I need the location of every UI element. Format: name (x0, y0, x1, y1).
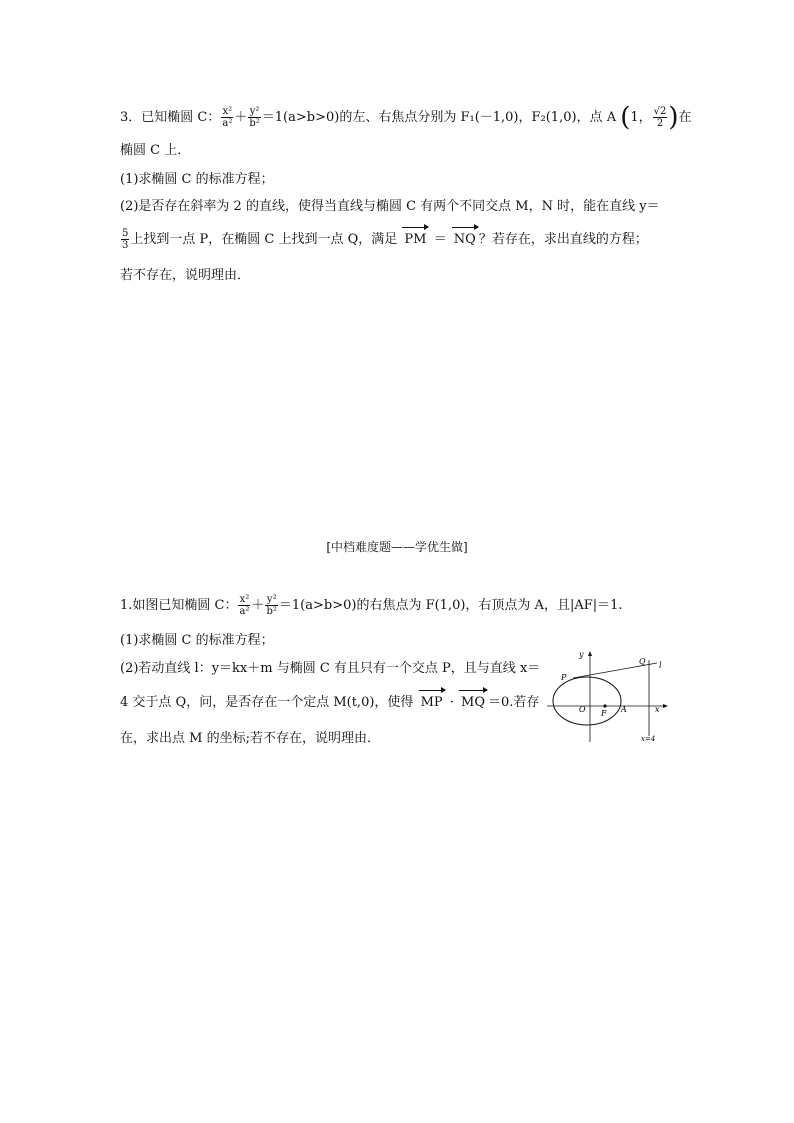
problem-number: 1.如图已知椭圆 C： (120, 598, 238, 613)
ellipse (553, 677, 621, 725)
problem3-q1: (1)求椭圆 C 的标准方程； (120, 172, 274, 187)
fraction-5-3: $\frac{5}{3}$ (122, 228, 129, 251)
section-title: [中档难度题——学优生做] (326, 540, 468, 554)
fraction-y2-b2: $\frac{\text{y²}}{\text{b²}}$ (249, 106, 260, 129)
y-axis-arrow (588, 651, 592, 656)
label-l: l (659, 661, 662, 670)
vector-nq: NQ (451, 231, 479, 249)
problem3-q2-line1: (2)是否存在斜率为 2 的直线，使得当直线与椭圆 C 有两个不同交点 M，N 时，能在直线 y＝ (120, 199, 660, 214)
problem-number: 3．已知椭圆 C： (120, 110, 221, 125)
vector-mp: MP (418, 694, 446, 712)
fraction-sqrt2-over-2: $\frac{√2}{2}$ (653, 106, 667, 129)
label-f: F (601, 709, 607, 718)
problem3-line2: 椭圆 C 上． (120, 143, 191, 158)
problem1-q2-line2: 4 交于点 Q，问，是否存在一个定点 M(t,0)，使得 MP · MQ ＝0.若存 (120, 695, 540, 710)
problem1-q2-line3: 在，求出点 M 的坐标;若不存在，说明理由． (120, 731, 380, 746)
label-x-equals-4: x=4 (641, 735, 656, 743)
ellipse-figure (545, 648, 675, 744)
fraction-y2-b2: $\frac{\text{y²}}{\text{b²}}$ (266, 594, 277, 617)
problem1-q1: (1)求椭圆 C 的标准方程； (120, 633, 274, 648)
label-q: Q (639, 657, 646, 666)
fraction-x2-a2: $\frac{\text{x²}}{\text{a²}}$ (222, 106, 233, 129)
label-a: A (621, 705, 627, 714)
focus-point (603, 704, 606, 707)
vector-pm: PM (401, 231, 429, 249)
label-x: x (655, 705, 660, 714)
problem3-q2-line3: 若不存在，说明理由． (120, 268, 251, 283)
problem3-q2-line2: $\frac{5}{3}$ 上找到一点 P，在椭圆 C 上找到一点 Q，满足 PM ＝ NQ ？若存在，求出直线的方程； (122, 228, 648, 251)
label-o: O (579, 705, 586, 714)
label-p: P (561, 673, 567, 682)
label-y: y (579, 650, 584, 659)
problem3-line1: 3．已知椭圆 C： $\frac{\text{x²}}{\text{a²}}$ ＋ $\frac{\text{y²}}{\text{b²}}$ ＝1(a>b>0)的左、右焦点分别为 F₁(－1,0)，F₂(1,0)，点 A (1， $\frac{√2}{2}$ )在 (120, 102, 692, 133)
vector-mq: MQ (458, 694, 488, 712)
x-axis-arrow (663, 704, 668, 708)
fraction-x2-a2: $\frac{\text{x²}}{\text{a²}}$ (239, 594, 250, 617)
problem1-q2-line1: (2)若动直线 l：y＝kx＋m 与椭圆 C 有且只有一个交点 P，且与直线 x＝ (120, 661, 541, 676)
problem1-line1: 1.如图已知椭圆 C： $\frac{\text{x²}}{\text{a²}}$ ＋ $\frac{\text{y²}}{\text{b²}}$ ＝1(a>b>0)的右焦点为 F(1,0)，右顶点为 A，且|AF|＝1. (120, 594, 623, 617)
